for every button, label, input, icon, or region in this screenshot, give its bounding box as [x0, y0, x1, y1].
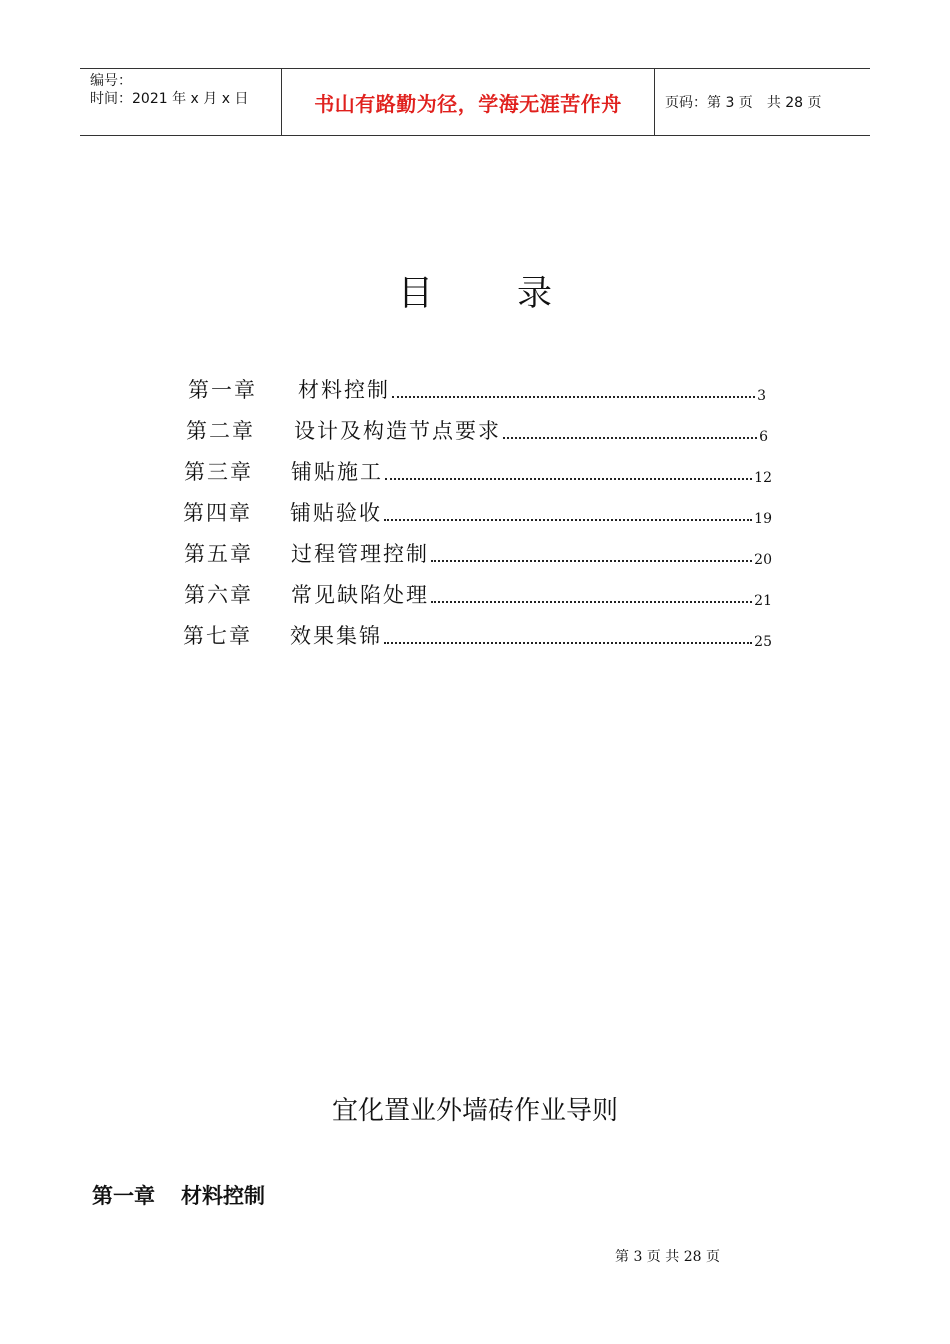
toc-title-char-2: 录 [517, 274, 553, 314]
number-label: 编号： [90, 73, 132, 89]
toc-entry[interactable] [188, 374, 766, 404]
toc-leader [431, 560, 752, 562]
toc-entry[interactable] [184, 538, 772, 568]
toc-leader [385, 478, 752, 480]
toc-entry-name: 效果集锦 [290, 624, 382, 648]
toc-entry-name: 铺贴验收 [290, 501, 382, 525]
toc-page-number: 6 [759, 429, 768, 445]
toc-leader [503, 437, 757, 439]
toc-chapter: 第五章 [184, 542, 253, 566]
header-meta-cell [80, 69, 282, 135]
toc-entry[interactable] [184, 456, 772, 486]
chapter-heading [92, 1180, 265, 1210]
page-footer: 第 3 页 共 28 页 [615, 1249, 720, 1265]
toc-leader [392, 396, 755, 398]
toc-entry[interactable] [186, 415, 768, 445]
toc-chapter: 第六章 [184, 583, 253, 607]
toc-chapter: 第二章 [186, 419, 255, 443]
page-info-current: 页码：第 3 页 [665, 95, 753, 111]
toc-page-number: 19 [754, 511, 772, 527]
toc-entry-name: 常见缺陷处理 [291, 583, 429, 607]
toc-entry[interactable] [184, 579, 772, 609]
toc-entry-name: 材料控制 [298, 378, 390, 402]
toc-title [0, 266, 950, 316]
toc-chapter: 第四章 [183, 501, 252, 525]
header-page-info [655, 69, 870, 135]
toc-leader [384, 642, 752, 644]
toc-entry-name: 铺贴施工 [291, 460, 383, 484]
toc-leader [384, 519, 752, 521]
chapter-label: 第一章 [92, 1184, 155, 1208]
toc-leader [431, 601, 752, 603]
toc-page-number: 21 [754, 593, 772, 609]
page-info-total: 共 28 页 [766, 95, 822, 111]
toc-chapter: 第一章 [188, 378, 257, 402]
toc-entry[interactable] [183, 497, 772, 527]
toc-page-number: 20 [754, 552, 772, 568]
toc-entry-name: 过程管理控制 [291, 542, 429, 566]
toc-chapter: 第七章 [183, 624, 252, 648]
toc-page-number: 25 [754, 634, 772, 650]
header-table [80, 68, 870, 136]
date-label: 时间：2021 年 x 月 x 日 [90, 91, 249, 107]
toc-chapter: 第三章 [184, 460, 253, 484]
header-motto: 书山有路勤为径，学海无涯苦作舟 [282, 69, 655, 135]
toc-entry[interactable] [183, 620, 772, 650]
toc-title-char-1: 目 [397, 274, 433, 314]
document-title: 宜化置业外墙砖作业导则 [331, 1096, 618, 1126]
chapter-name: 材料控制 [181, 1184, 265, 1208]
toc-page-number: 12 [754, 470, 772, 486]
toc-page-number: 3 [757, 388, 766, 404]
toc-entry-name: 设计及构造节点要求 [294, 419, 501, 443]
